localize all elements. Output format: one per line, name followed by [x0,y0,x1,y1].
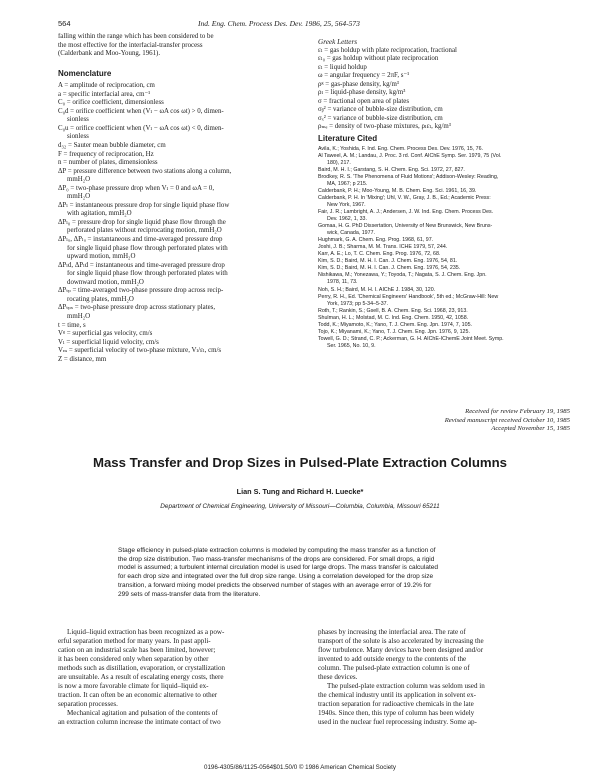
reference-entry: Perry, R. H., Ed. 'Chemical Engineers' Handbook', 5th ed.; McGraw-Hill: New [318,293,499,300]
greek-letter-entry: ρₗ = liquid-phase density, kg/m³ [318,89,406,97]
reference-entry: Kim, S. D.; Baird, M. H. I. Can. J. Chem. Eng. 1976, 54, 81. [318,258,458,265]
body-text-line: invented to add outside energy to the contents of the [318,655,467,663]
body-text-line: column. The pulsed-plate extraction column is one of [318,664,470,672]
reference-entry: Hughmark, G. A. Chem. Eng. Prog. 1968, 61, 97. [318,237,434,244]
nomenclature-entry: C₀u = orifice coefficient when (Vₗ − ωA cos ωt) < 0, dimen- [58,124,224,132]
reference-entry: wick, Canada, 1977. [327,230,375,237]
body-text-line: 1940s. Since then, this type of column has been widely [318,709,475,717]
reference-entry: 1978, 11, 73. [327,279,358,286]
abstract-line: transition, a forward mixing model predicts the observed number of stages with an average error of 19.2% for [118,581,432,589]
nomenclature-entry: Δ̅Pₜₚ = time-averaged two-phase pressure drop across recip- [58,287,224,295]
greek-letters-list [318,47,564,132]
body-text-line: traction. It can often be an economic alternative to other [58,691,218,699]
reference-entry: Brodkey, R. S. 'The Phenomena of Fluid Motions'; Addison-Wesley: Reading, [318,173,499,180]
literature-cited-heading: Literature Cited [318,134,378,144]
body-text-line: are unsuitable. As a result of escalating energy costs, there [58,673,224,681]
reference-entry: Joshi, J. B.; Sharma, M. M. Trans. ICHE 1979, 57, 244. [318,244,448,251]
body-text-line: an extraction column increase the intimate contact of two [58,718,221,726]
greek-letter-entry: ω = angular frequency = 2πF, s⁻¹ [318,72,410,80]
reference-entry: MA, 1967; p 215. [327,180,368,187]
reference-entry: Towell, G. D.; Strand, C. P.; Ackerman, G. H. AIChE-IChemE Joint Meet. Symp. [318,335,504,342]
nomenclature-entry: rocating plates, mmH₂O [67,295,134,303]
author-affiliation: Department of Chemical Engineering, University of Missouri—Columbia, Columbia, Missouri 65211 [160,503,440,510]
reference-entry: Karr, A. E.; Lo, T. C. Chem. Eng. Prog. 1976, 72, 68. [318,251,441,258]
reference-entry: Fair, J. R.; Lambright, A. J.; Andersen, J. W. Ind. Eng. Chem. Process Des. [318,208,494,215]
abstract [118,547,490,599]
body-text-line: used in the nuclear fuel reprocessing industry. Some ap- [318,718,477,726]
accepted-line: Accepted November 15, 1985 [491,425,570,432]
reference-entry: Roth, T.; Rankin, S.; Gsell, B. A. Chem. Eng. Sci. 1968, 23, 913. [318,307,468,314]
nomenclature-entry: ΔPₗ₀ = pressure drop for single liquid phase flow through the [58,218,226,226]
body-column-left [58,628,312,727]
nomenclature-entry: d₃₂ = Sauter mean bubble diameter, cm [58,142,166,150]
body-text-line: erful separation method for many years. In past appli- [58,637,211,645]
article-title: Mass Transfer and Drop Sizes in Pulsed-Plate Extraction Columns [92,455,508,470]
body-column-right [318,628,572,727]
revised-line: Revised manuscript received October 10, 1985 [444,416,570,424]
reference-entry: Todd, K.; Miyamoto, K.; Yano, T. J. Chem. Eng. Jpn. 1974, 7, 105. [318,321,472,328]
nomenclature-entry: for single liquid phase flow through perforated plates with [67,244,228,252]
nomenclature-entry: A = amplitude of reciprocation, cm [58,82,155,90]
body-text-line: it has been considered only when separation by other [58,655,209,663]
body-text-line: is now a more favorable climate for liquid–liquid ex- [58,682,209,690]
greek-letter-entry: ρᵍ = gas-phase density, kg/m³ [318,80,399,88]
nomenclature-entry: downward motion, mmH₂O [67,278,144,286]
nomenclature-entry: sionless [67,133,89,141]
greek-letter-entry: σᵦ² = variance of bubble-size distribution, cm [318,106,443,114]
reference-entry: Ser. 1965, No. 10, 9. [327,342,376,349]
nomenclature-entry: a = specific interfacial area, cm⁻¹ [58,90,151,98]
body-text-line: transport of the solute is also accelerated by increasing the [318,637,484,645]
reference-entry: York, 1973; pp 5-34–5-37. [327,300,389,307]
nomenclature-entry: mmH₂O [67,312,91,320]
greek-letter-entry: ρₘₑ = density of two-phase mixtures, ρₗεₗ, kg/m³ [318,123,451,131]
abstract-line: model is assumed; a turbulent internal circulation model is used for large drops. The mass transfer is calculated [118,564,438,572]
nomenclature-entry: n = number of plates, dimensionless [58,159,158,167]
nomenclature-list [58,82,310,364]
nomenclature-entry: C₀d = orifice coefficient when (Vₗ − ωA cos ωt) > 0, dimen- [58,107,224,115]
reference-entry: Calderbank, P. H. In 'Mixing'; Uhl, V. W., Gray, J. B., Ed.; Academic Press: [318,194,491,201]
text-line: (Calderbank and Moo-Young, 1961). [58,50,161,58]
right-column [318,38,564,350]
nomenclature-entry: Vₗ = superficial liquid velocity, cm/s [58,338,159,346]
nomenclature-entry: sionless [67,116,89,124]
left-column [58,33,310,364]
body-text-line: Liquid–liquid extraction has been recognized as a pow- [67,628,225,636]
abstract-line: Stage efficiency in pulsed-plate extraction columns is modeled by computing the mass transfer as a function of [118,547,436,554]
reference-entry: Baird, M. H. I.; Garstang, S. H. Chem. Eng. Sci. 1972, 27, 827. [318,166,465,173]
nomenclature-entry: mmH₂O [67,176,91,184]
abstract-line: for each drop size and integrated over the full drop size range. Using a correlation developed for the drop size [118,573,434,581]
nomenclature-entry: ΔP = pressure difference between two stations along a column, [58,167,232,175]
references-list [318,146,564,350]
reference-entry: Dev. 1962, 1, 33. [327,216,367,223]
received-dates [318,408,570,434]
reference-entry: Shulman, H. L.; Molstad, M. C. Ind. Eng. Chem. 1950, 42, 1058. [318,314,469,321]
text-line: the most effective for the interfacial-transfer process [58,41,203,49]
nomenclature-entry: Vₘ = superficial velocity of two-phase mixture, Vₗ/εₗ, cm/s [58,347,222,355]
journal-citation: Ind. Eng. Chem. Process Des. Dev. 1986, 25, 564-573 [198,19,360,28]
copyright-footer: 0196-4305/86/1125-0564$01.50/0 © 1986 American Chemical Society [204,764,396,771]
intro-paragraph [58,33,310,59]
article-authors: Lian S. Tung and Richard H. Luecke* [236,487,364,496]
body-text-line: cation on an industrial scale has been limited, however; [58,646,216,654]
body-text-line: the chemical industry until its application in solvent ex- [318,691,476,699]
reference-entry: Nishikawa, M.; Yonezawa, Y.; Toyoda, T.; Nagata, S. J. Chem. Eng. Jpn. [318,272,487,279]
body-text-line: traction separation for radioactive chemicals in the late [318,700,474,708]
nomenclature-entry: with agitation, mmH₂O [67,210,132,218]
reference-entry: Gomaa, H. G. PhD Dissertation, University of New Brunswick, New Bruns- [318,223,493,230]
greek-letters-heading: Greek Letters [318,38,358,46]
body-text-line: phases by increasing the interfacial area. The rate of [318,628,466,636]
reference-entry: Calderbank, P. H.; Moo-Young, M. B. Chem. Eng. Sci. 1961, 16, 39. [318,187,477,194]
nomenclature-entry: ΔP₀ = two-phase pressure drop when Vₗ = 0 and ωA = 0, [58,184,215,192]
running-head [58,19,558,31]
nomenclature-entry: mmH₂O [67,193,91,201]
nomenclature-entry: Vᵍ = superficial gas velocity, cm/s [58,330,153,338]
nomenclature-entry: perforated plates without reciprocating motion, mmH₂O [67,227,222,235]
nomenclature-entry: ΔPₗd, Δ̅Pₗd = instantaneous and time-averaged pressure drop [58,261,225,269]
body-text-line: these devices. [318,673,358,681]
text-line: falling within the range which has been considered to be [58,33,214,40]
greek-letter-entry: σ = fractional open area of plates [318,97,410,105]
nomenclature-entry: F = frequency of reciprocation, Hz [58,150,154,158]
nomenclature-entry: C₀ = orifice coefficient, dimensionless [58,99,164,107]
nomenclature-entry: for single liquid phase flow through perforated plates with [67,270,228,278]
abstract-line: the drop size distribution. Two mass-transfer mechanisms of the drops are considered. For small drops, a rigid [118,555,435,563]
body-text-line: The pulsed-plate extraction column was seldom used in [327,682,485,690]
reference-entry: Al Taweel, A. M.; Landau, J. Proc. 3 rd. Conf. AIChE Symp. Ser. 1979, 75 (Vol. [318,152,502,159]
nomenclature-entry: t = time, s [58,321,86,329]
nomenclature-entry: ΔPₜₚₛ = two-phase pressure drop across stationary plates, [58,304,216,312]
greek-letter-entry: εₗ₀ = gas holdup without plate reciprocation [318,55,439,63]
greek-letter-entry: εₗ = liquid holdup [318,63,367,71]
reference-entry: 180), 217. [327,159,351,166]
nomenclature-entry: ΔPₗ = instantaneous pressure drop for single liquid phase flow [58,201,230,209]
received-line: Received for review February 19, 1985 [465,408,570,415]
reference-entry: Avila, K.; Yoshida, F. Ind. Eng. Chem. Process Des. Dev. 1976, 15, 76. [318,145,483,152]
greek-letter-entry: εₗ = gas holdup with plate reciprocation, fractional [318,46,457,54]
reference-entry: Noh, S. H.; Baird, M. H. I. AIChE J. 1984, 30, 120. [318,286,436,293]
body-text-line: methods such as distillation, evaporation, or crystallization [58,664,226,672]
greek-letter-entry: σₓ² = variance of bubble-size distribution, cm [318,114,443,122]
body-text-line: Mechanical agitation and pulsation of the contents of [67,709,218,717]
page-number: 564 [58,19,71,28]
reference-entry: Tojo, K.; Miyanami, K.; Yano, T. J. Chem. Eng. Jpn. 1976, 9, 125. [318,328,470,335]
nomenclature-entry: Z = distance, mm [58,355,107,363]
body-text-line: separation processes. [58,700,118,708]
nomenclature-entry: upward motion, mmH₂O [67,253,136,261]
reference-entry: Kim, S. D.; Baird, M. H. I. Can. J. Chem. Eng. 1976, 54, 235. [318,265,461,272]
abstract-line: 299 sets of mass-transfer data from the literature. [118,590,261,598]
nomenclature-entry: ΔPₗᵤ, Δ̅Pₗᵤ = instantaneous and time-averaged pressure drop [58,236,223,244]
nomenclature-heading: Nomenclature [58,68,112,78]
body-text-line: flow turbulence. Many devices have been designed and/or [318,646,484,654]
reference-entry: New York, 1967. [327,201,366,208]
